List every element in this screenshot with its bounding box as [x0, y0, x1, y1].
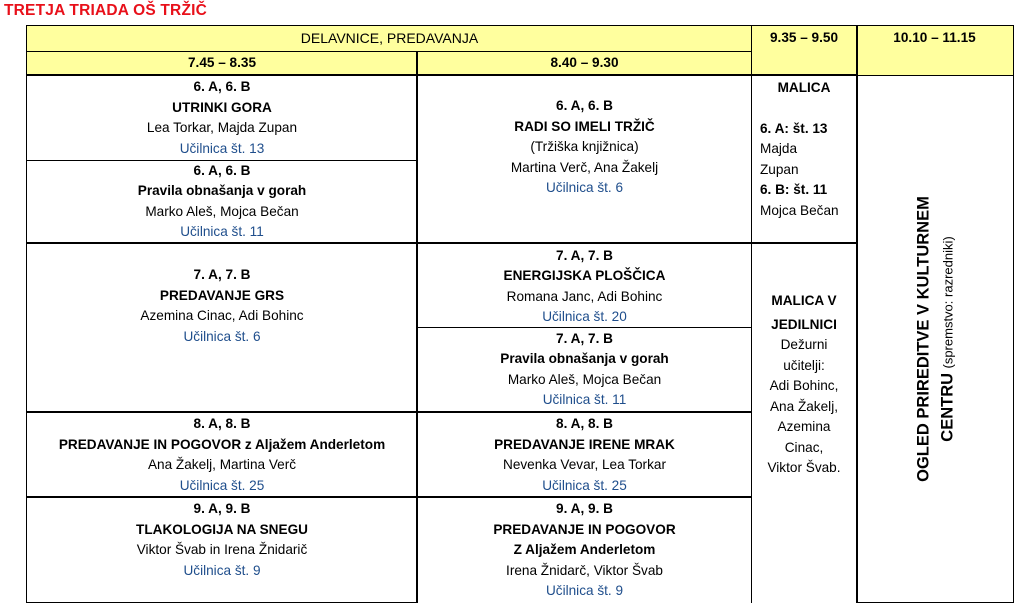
border-bottom-right	[856, 602, 1014, 603]
header-slot-4: 10.10 – 11.15	[856, 26, 1013, 75]
border-bottom-left	[26, 602, 417, 603]
line-h-thick-4	[26, 496, 752, 498]
line-v-1	[416, 51, 418, 603]
session-col1-5: 9. A, 9. B TLAKOLOGIJA NA SNEGU Viktor Švab in Irena Žnidarič Učilnica št. 9	[136, 501, 308, 578]
session-col2-2: 7. A, 7. B ENERGIJSKA PLOŠČICA Romana Janc, Adi Bohinc Učilnica št. 20	[503, 247, 666, 324]
border-top	[26, 25, 1014, 26]
ogled-note: (spremstvo: razredniki)	[940, 236, 956, 369]
line-h-thick-3	[26, 411, 752, 413]
line-h-c1-160	[26, 160, 417, 161]
border-left	[26, 25, 27, 603]
session-col1-3: 7. A, 7. B PREDAVANJE GRS Azemina Cinac, Adi Bohinc Učilnica št. 6	[140, 267, 304, 344]
line-h-thick-col4	[856, 75, 1014, 76]
header-slot-2: 8.40 – 9.30	[417, 51, 752, 75]
session-col2-3: 7. A, 7. B Pravila obnašanja v gorah Marko Aleš, Mojca Bečan Učilnica št. 11	[500, 330, 669, 407]
line-h-thick-1	[26, 74, 856, 76]
session-col2-4: 8. A, 8. B PREDAVANJE IRENE MRAK Nevenka Vevar, Lea Torkar Učilnica št. 25	[494, 416, 675, 493]
session-col1-4: 8. A, 8. B PREDAVANJE IN POGOVOR z Aljažem Anderletom Ana Žakelj, Martina Verč Učilnica št. 25	[58, 416, 386, 493]
header-delavnice: DELAVNICE, PREDAVANJA	[27, 26, 752, 51]
ogled-main-line-2: CENTRU	[938, 372, 957, 442]
malica-block-2: MALICA V JEDILNICI Dežurni učitelji: Adi Bohinc, Ana Žakelj, Azemina Cinac, Viktor Švab.	[767, 293, 841, 475]
session-col2-5: 9. A, 9. B PREDAVANJE IN POGOVOR Z Aljažem Anderletom Irena Žnidarč, Viktor Švab Učilnica št. 9	[493, 501, 676, 599]
line-v-2	[751, 25, 752, 603]
page-title: TRETJA TRIADA OŠ TRŽIČ	[4, 2, 208, 19]
session-col1-2: 6. A, 6. B Pravila obnašanja v gorah Marko Aleš, Mojca Bečan Učilnica št. 11	[137, 162, 307, 239]
line-h-header	[26, 51, 752, 52]
session-col1-1: 6. A, 6. B UTRINKI GORA Lea Torkar, Majda Zupan Učilnica št. 13	[146, 79, 298, 156]
line-v-3	[856, 25, 858, 603]
header-slot-1: 7.45 – 8.35	[27, 51, 417, 75]
ogled-prireditve-cell	[857, 76, 1015, 602]
session-col2-1: 6. A, 6. B RADI SO IMELI TRŽIČ (Tržiška knjižnica) Martina Verč, Ana Žakelj Učilnica št. 6	[510, 98, 659, 195]
ogled-main-line-1: OGLED PRIREDITVE V KULTURNEM	[914, 196, 933, 482]
line-h-c2-328	[417, 327, 752, 328]
header-slot-3: 9.35 – 9.50	[752, 26, 856, 75]
malica-block-1: MALICA 6. A: št. 13 Majda Zupan 6. B: št. 11 Mojca Bečan	[760, 80, 839, 218]
line-h-thick-2	[26, 242, 856, 244]
border-right	[1013, 25, 1014, 603]
